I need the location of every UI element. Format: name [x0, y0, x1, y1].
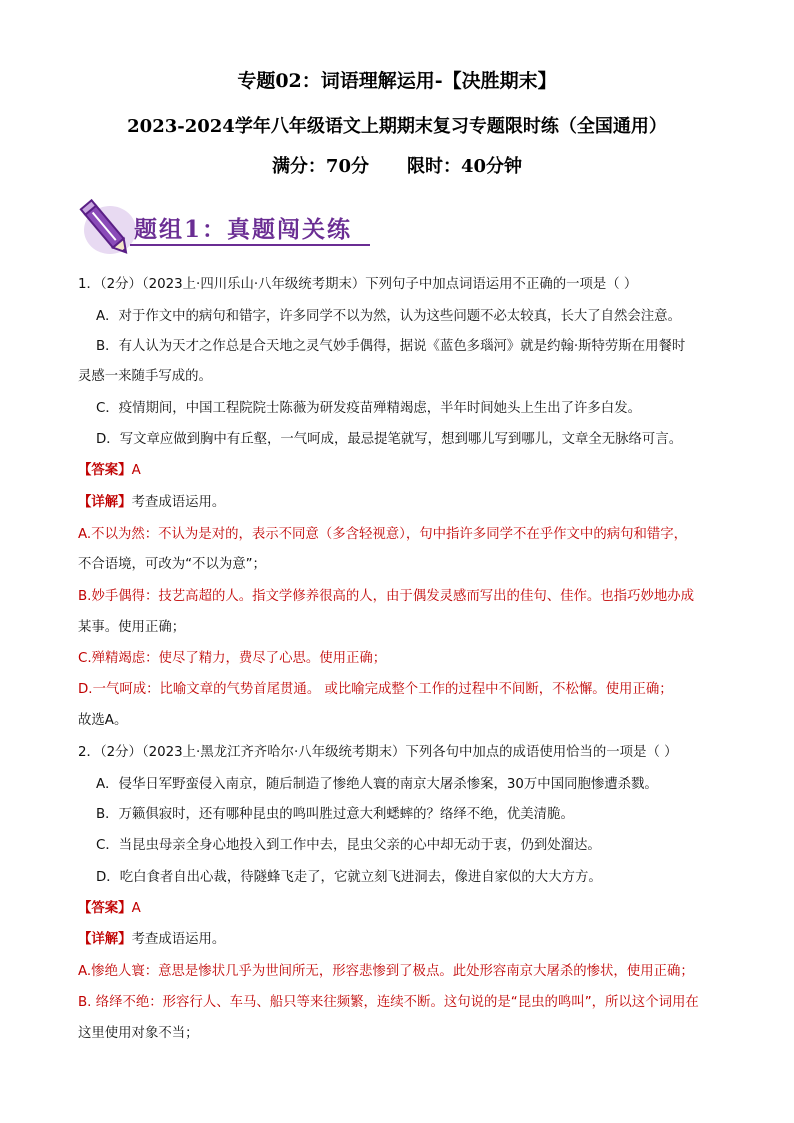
question-2-option-b: B．万籁俱寂时，还有哪种昆虫的鸣叫胜过意大利蟋蟀的？络绎不绝，优美清脆。 [96, 807, 574, 822]
score-time-line [0, 152, 794, 178]
question-1-option-b-cont: 灵感一来随手写成的。 [78, 369, 212, 384]
question-1-detail [78, 494, 225, 512]
question-1-explanation-c: C.殚精竭虑：使尽了精力，费尽了心思。使用正确； [78, 651, 387, 666]
answer-label: 【答案】 [78, 901, 132, 916]
question-1-option-d: D．写文章应做到胸中有丘壑，一气呵成，最忌提笔就写，想到哪儿写到哪儿，文章全无脉络可言。 [96, 432, 683, 447]
question-2-stem: 2．（2分）（2023上·黑龙江齐齐哈尔·八年级统考期末）下列各句中加点的成语使用恰当的一项是（ ） [78, 745, 678, 760]
question-1-conclusion: 故选A。 [78, 713, 128, 728]
question-2-option-a: A．侵华日军野蛮侵入南京，随后制造了惨绝人寰的南京大屠杀惨案，30万中国同胞惨遭杀戮。 [96, 777, 658, 792]
detail-label: 【详解】 [78, 495, 132, 510]
full-score: 满分：70分 [271, 156, 369, 177]
answer-value: A [131, 463, 141, 478]
question-2-detail [78, 931, 225, 949]
question-1-answer [78, 462, 141, 480]
section-underline [130, 244, 370, 246]
time-limit: 限时：40分钟 [407, 156, 523, 177]
question-2-option-c: C．当昆虫母亲全身心地投入到工作中去，昆虫父亲的心中却无动于衷，仍到处溜达。 [96, 838, 601, 853]
answer-label: 【答案】 [78, 463, 132, 478]
question-2-answer [78, 900, 141, 918]
question-2-explanation-b: B. 络绎不绝：形容行人、车马、船只等来往频繁，连续不断。这句说的是“昆虫的鸣叫”，所以这个词用在 [78, 995, 699, 1010]
question-1-option-b: B．有人认为天才之作总是合天地之灵气妙手偶得，据说《蓝色多瑙河》就是约翰·斯特劳斯在用餐时 [96, 339, 686, 354]
question-1-option-c: C．疫情期间，中国工程院院士陈薇为研发疫苗殚精竭虑，半年时间她头上生出了许多白发。 [96, 401, 641, 416]
document-subtitle: 2023-2024学年八年级语文上期期末复习专题限时练（全国通用） [127, 116, 667, 137]
question-1-explanation-d: D.一气呵成：比喻文章的气势首尾贯通。 或比喻完成整个工作的过程中不间断，不松懈。使用正确； [78, 682, 673, 697]
detail-text: 考查成语运用。 [131, 932, 226, 947]
question-1-stem: 1．（2分）（2023上·四川乐山·八年级统考期末）下列句子中加点词语运用不正确的一项是（ ） [78, 277, 638, 292]
question-1-explanation-a: A.不以为然：不认为是对的，表示不同意（多含轻视意），句中指许多同学不在乎作文中的病句和错字， [78, 527, 688, 542]
question-2-explanation-a: A.惨绝人寰：意思是惨状几乎为世间所无，形容悲惨到了极点。此处形容南京大屠杀的惨状，使用正确； [78, 964, 694, 979]
question-2-explanation-b-cont: 这里使用对象不当； [78, 1026, 199, 1041]
document-title: 专题02：词语理解运用-【决胜期末】 [237, 70, 557, 92]
question-2-option-d: D．吃白食者自出心裁，待隧蜂飞走了，它就立刻飞进洞去，像进自家似的大大方方。 [96, 870, 602, 885]
section-heading: 题组1：真题闯关练 [134, 216, 353, 243]
answer-value: A [131, 901, 141, 916]
detail-label: 【详解】 [78, 932, 132, 947]
question-1-explanation-b-cont: 某事。使用正确； [78, 620, 186, 635]
question-1-explanation-a-cont: 不合语境，可改为“不以为意”； [78, 557, 266, 572]
question-1-explanation-b: B.妙手偶得：技艺高超的人。指文学修养很高的人，由于偶发灵感而写出的佳句、佳作。也指巧妙地办成 [78, 589, 695, 604]
detail-text: 考查成语运用。 [131, 495, 226, 510]
question-1-option-a: A．对于作文中的病句和错字，许多同学不以为然，认为这些问题不必太较真，长大了自然会注意。 [96, 309, 681, 324]
